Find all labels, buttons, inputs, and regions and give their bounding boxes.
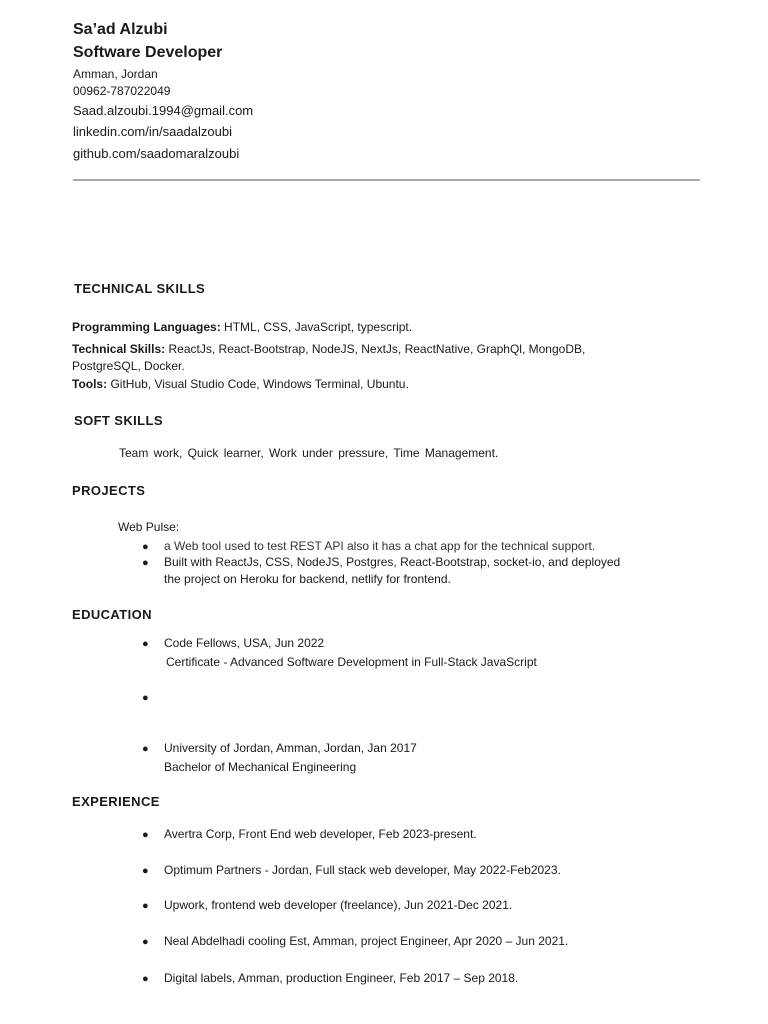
github-link[interactable]: github.com/saadomaralzoubi xyxy=(73,146,240,161)
technical-skills-heading: TECHNICAL SKILLS xyxy=(74,281,206,296)
experience-item-3: Upwork, frontend web developer (freelance), Jun 2021-Dec 2021. xyxy=(164,898,513,912)
location: Amman, Jordan xyxy=(73,67,158,81)
bullet-icon: ● xyxy=(142,692,149,704)
soft-skills-heading: SOFT SKILLS xyxy=(74,413,163,428)
bullet-icon: ● xyxy=(142,936,149,948)
phone: 00962-787022049 xyxy=(73,84,171,98)
project-bullet-2-line-2: the project on Heroku for backend, netlify for frontend. xyxy=(164,572,451,586)
bullet-icon: ● xyxy=(142,865,149,877)
experience-item-2: Optimum Partners - Jordan, Full stack web developer, May 2022-Feb2023. xyxy=(164,863,561,877)
email: Saad.alzoubi.1994@gmail.com xyxy=(73,103,254,118)
project-name: Web Pulse: xyxy=(118,520,180,534)
bullet-icon: ● xyxy=(142,557,149,569)
bullet-icon: ● xyxy=(142,638,149,650)
bullet-icon: ● xyxy=(142,743,149,755)
project-bullet-1: a Web tool used to test REST API also it has a chat app for the technical support. xyxy=(164,539,596,553)
programming-languages-label: Programming Languages: xyxy=(72,320,221,334)
technical-skills-continuation: PostgreSQL, Docker. xyxy=(72,359,185,373)
soft-skills-text: Team work, Quick learner, Work under pressure, Time Management. xyxy=(119,446,499,460)
education-heading: EDUCATION xyxy=(72,607,152,622)
technical-skills-value: ReactJs, React-Bootstrap, NodeJS, NextJs, ReactNative, GraphQl, MongoDB, xyxy=(165,342,586,356)
bullet-icon: ● xyxy=(142,541,149,553)
education-item-2-degree: Bachelor of Mechanical Engineering xyxy=(164,760,357,774)
technical-skills-label: Technical Skills: xyxy=(72,342,166,356)
education-item-2-institution: University of Jordan, Amman, Jordan, Jan 2017 xyxy=(164,741,417,755)
education-item-1-degree: Certificate - Advanced Software Development in Full-Stack JavaScript xyxy=(166,655,537,669)
experience-item-1: Avertra Corp, Front End web developer, Feb 2023-present. xyxy=(164,827,477,841)
project-bullet-2-line-1: Built with ReactJs, CSS, NodeJS, Postgres, React-Bootstrap, socket-io, and deployed xyxy=(164,555,621,569)
projects-heading: PROJECTS xyxy=(72,483,146,498)
programming-languages-value: HTML, CSS, JavaScript, typescript. xyxy=(220,320,413,334)
experience-heading: EXPERIENCE xyxy=(72,794,160,809)
programming-languages-line xyxy=(72,320,412,334)
technical-skills-line xyxy=(72,342,585,356)
education-item-1-institution: Code Fellows, USA, Jun 2022 xyxy=(164,636,325,650)
experience-item-4: Neal Abdelhadi cooling Est, Amman, project Engineer, Apr 2020 – Jun 2021. xyxy=(164,934,569,948)
bullet-icon: ● xyxy=(142,973,149,985)
linkedin-link[interactable]: linkedin.com/in/saadalzoubi xyxy=(73,124,232,139)
candidate-name: Sa’ad Alzubi xyxy=(73,21,168,38)
tools-line xyxy=(72,377,409,391)
job-title: Software Developer xyxy=(73,44,223,61)
tools-value: GitHub, Visual Studio Code, Windows Terminal, Ubuntu. xyxy=(107,377,409,391)
bullet-icon: ● xyxy=(142,829,149,841)
bullet-icon: ● xyxy=(142,900,149,912)
tools-label: Tools: xyxy=(72,377,108,391)
experience-item-5: Digital labels, Amman, production Engineer, Feb 2017 – Sep 2018. xyxy=(164,971,519,985)
header-divider xyxy=(73,179,700,181)
